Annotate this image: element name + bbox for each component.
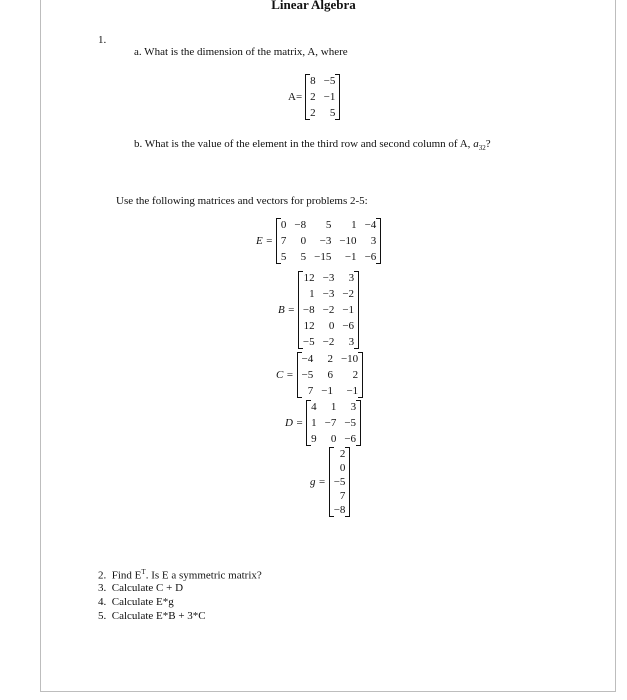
problem-text: Find E — [111, 569, 142, 582]
matrix-cell: −8 — [294, 219, 307, 231]
matrix-b — [278, 271, 359, 349]
problem-text: Calculate E*g — [111, 596, 174, 608]
matrix-b-grid — [298, 271, 359, 349]
vector-g-label: g = — [310, 476, 326, 488]
problem-3 — [98, 582, 183, 594]
matrix-d-label: D = — [285, 417, 304, 429]
matrix-cell: −1 — [321, 385, 333, 397]
matrix-cell: −3 — [319, 235, 332, 247]
matrix-cell: −1 — [346, 385, 359, 397]
matrix-cell: −5 — [333, 476, 346, 488]
instructions: Use the following matrices and vectors for problems 2-5: — [116, 195, 368, 207]
matrix-cell: −6 — [364, 251, 377, 263]
matrix-cell: −2 — [322, 304, 335, 316]
matrix-cell: −10 — [340, 353, 359, 365]
matrix-a-label: A= — [288, 91, 303, 103]
page-title: Linear Algebra — [271, 0, 356, 12]
matrix-cell: −3 — [322, 272, 335, 284]
matrix-cell: 3 — [348, 336, 355, 348]
question-b-text: b. What is the value of the element in the third row and second column of A, — [134, 138, 471, 150]
problem-4 — [98, 596, 174, 608]
matrix-cell: −5 — [302, 336, 315, 348]
vector-g — [310, 447, 350, 517]
matrix-cell: −6 — [344, 433, 357, 445]
matrix-cell: 8 — [310, 75, 316, 87]
matrix-cell: 5 — [329, 107, 336, 119]
matrix-cell: −4 — [364, 219, 377, 231]
matrix-cell: 1 — [351, 219, 357, 231]
matrix-cell: −3 — [322, 288, 335, 300]
problem-5 — [98, 610, 206, 622]
matrix-cell: 1 — [309, 288, 315, 300]
matrix-d — [285, 400, 361, 446]
problem-2 — [98, 568, 262, 582]
matrix-cell: −10 — [339, 235, 357, 247]
matrix-d-grid — [306, 400, 361, 446]
matrix-cell: −8 — [333, 504, 346, 516]
problem-text: Calculate C + D — [111, 582, 184, 594]
matrix-e-grid — [276, 218, 381, 264]
question-a: a. What is the dimension of the matrix, A, where — [134, 46, 348, 58]
problem-number: 1. — [98, 34, 107, 46]
problem-text: Calculate E*B + 3*C — [111, 610, 206, 622]
matrix-cell: −7 — [324, 417, 337, 429]
matrix-e — [256, 218, 381, 264]
matrix-cell: −2 — [342, 288, 355, 300]
matrix-cell: 2 — [310, 107, 316, 119]
matrix-cell: 0 — [330, 433, 337, 445]
question-b-end: ? — [485, 138, 491, 150]
matrix-cell: −5 — [301, 369, 314, 381]
matrix-c-grid — [297, 352, 364, 398]
matrix-cell: 0 — [300, 235, 307, 247]
problem-text-end: . Is E a symmetric matrix? — [145, 569, 262, 582]
matrix-a — [288, 74, 340, 120]
transpose-superscript: T — [141, 568, 146, 576]
matrix-cell: 2 — [327, 353, 333, 365]
matrix-cell: 2 — [310, 91, 316, 103]
matrix-cell: −1 — [344, 251, 357, 263]
matrix-cell: 0 — [339, 462, 346, 474]
matrix-cell: −6 — [342, 320, 355, 332]
matrix-cell: 6 — [327, 369, 333, 381]
matrix-cell: 5 — [300, 251, 307, 263]
matrix-cell: −15 — [314, 251, 332, 263]
matrix-cell: 3 — [348, 272, 355, 284]
matrix-cell: −1 — [323, 91, 336, 103]
matrix-cell: 2 — [339, 448, 346, 460]
matrix-cell: 0 — [328, 320, 335, 332]
matrix-cell: −2 — [322, 336, 335, 348]
element-symbol: a — [473, 138, 479, 150]
matrix-cell: 7 — [307, 385, 314, 397]
problem-number: 5. — [98, 610, 107, 622]
matrix-cell: 9 — [311, 433, 317, 445]
matrix-cell: 3 — [370, 235, 377, 247]
problem-number: 4. — [98, 596, 107, 608]
matrix-cell: −4 — [301, 353, 314, 365]
matrix-cell: 7 — [280, 235, 287, 247]
matrix-b-label: B = — [278, 304, 295, 316]
matrix-cell: 12 — [303, 272, 315, 284]
matrix-cell: 1 — [311, 417, 317, 429]
problem-number: 3. — [98, 582, 107, 594]
element-subscript: 32 — [478, 144, 486, 153]
matrix-e-label: E = — [256, 235, 273, 247]
matrix-c-label: C = — [276, 369, 294, 381]
matrix-cell: −8 — [302, 304, 315, 316]
matrix-cell: −5 — [344, 417, 357, 429]
matrix-cell: −5 — [323, 75, 336, 87]
matrix-cell: 12 — [303, 320, 315, 332]
problem-number: 2. — [98, 569, 107, 582]
matrix-cell: 7 — [339, 490, 346, 502]
matrix-cell: 3 — [350, 401, 357, 413]
matrix-cell: 5 — [280, 251, 287, 263]
matrix-cell: 0 — [280, 219, 287, 231]
matrix-cell: 4 — [311, 401, 317, 413]
matrix-cell: 1 — [330, 401, 337, 413]
matrix-c — [276, 352, 363, 398]
question-b — [134, 138, 491, 152]
matrix-cell: −1 — [342, 304, 355, 316]
matrix-cell: 5 — [325, 219, 332, 231]
matrix-cell: 2 — [352, 369, 359, 381]
